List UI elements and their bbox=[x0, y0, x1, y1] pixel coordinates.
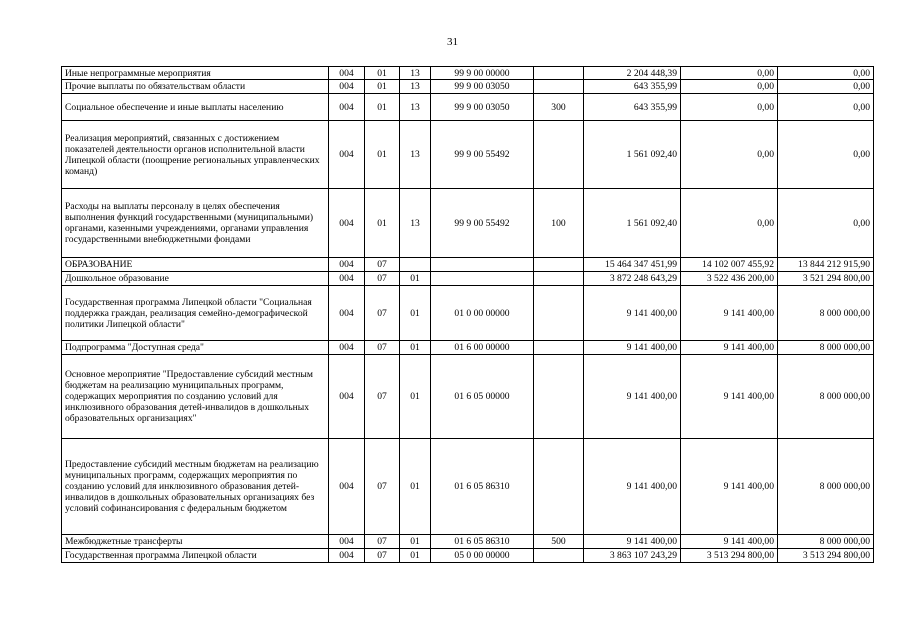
expense-type-code bbox=[534, 67, 584, 80]
grbs-code: 004 bbox=[329, 535, 365, 549]
amount-year-3: 0,00 bbox=[778, 189, 874, 258]
amount-year-3: 8 000 000,00 bbox=[778, 286, 874, 341]
amount-year-1: 3 872 248 643,29 bbox=[584, 272, 681, 286]
row-name: Дошкольное образование bbox=[62, 272, 329, 286]
target-item-code: 01 6 00 00000 bbox=[431, 341, 534, 355]
amount-year-2: 3 522 436 200,00 bbox=[681, 272, 778, 286]
target-item-code: 99 9 00 55492 bbox=[431, 121, 534, 189]
row-name: Предоставление субсидий местным бюджетам на реализацию муниципальных программ, содержащих мероприятия по созданию условий для инклюзивного образования детей-инвалидов в дошкольных образовательных организациях без условий софинансирования с федеральным бюджетом bbox=[62, 439, 329, 535]
expense-type-code bbox=[534, 355, 584, 439]
table-row bbox=[62, 121, 874, 189]
amount-year-3: 0,00 bbox=[778, 80, 874, 94]
expense-type-code bbox=[534, 258, 584, 272]
subsection-code: 13 bbox=[400, 189, 431, 258]
row-name: Прочие выплаты по обязательствам области bbox=[62, 80, 329, 94]
table-row bbox=[62, 80, 874, 94]
grbs-code: 004 bbox=[329, 341, 365, 355]
expense-type-code: 300 bbox=[534, 94, 584, 121]
amount-year-2: 9 141 400,00 bbox=[681, 355, 778, 439]
amount-year-1: 643 355,99 bbox=[584, 94, 681, 121]
subsection-code: 01 bbox=[400, 355, 431, 439]
amount-year-2: 14 102 007 455,92 bbox=[681, 258, 778, 272]
amount-year-3: 8 000 000,00 bbox=[778, 535, 874, 549]
amount-year-3: 8 000 000,00 bbox=[778, 341, 874, 355]
target-item-code: 01 6 05 86310 bbox=[431, 439, 534, 535]
section-code: 07 bbox=[365, 286, 400, 341]
grbs-code: 004 bbox=[329, 189, 365, 258]
subsection-code: 01 bbox=[400, 549, 431, 563]
section-code: 07 bbox=[365, 272, 400, 286]
subsection-code: 01 bbox=[400, 286, 431, 341]
section-code: 07 bbox=[365, 535, 400, 549]
amount-year-3: 8 000 000,00 bbox=[778, 439, 874, 535]
row-name: Реализация мероприятий, связанных с достижением показателей деятельности органов исполнительной власти Липецкой области (поощрение региональных управленческих команд) bbox=[62, 121, 329, 189]
row-name: Межбюджетные трансферты bbox=[62, 535, 329, 549]
target-item-code: 99 9 00 55492 bbox=[431, 189, 534, 258]
table-row bbox=[62, 67, 874, 80]
grbs-code: 004 bbox=[329, 286, 365, 341]
table-row bbox=[62, 439, 874, 535]
amount-year-3: 3 513 294 800,00 bbox=[778, 549, 874, 563]
section-code: 07 bbox=[365, 439, 400, 535]
table-row bbox=[62, 272, 874, 286]
amount-year-1: 9 141 400,00 bbox=[584, 355, 681, 439]
section-code: 01 bbox=[365, 94, 400, 121]
row-name: Государственная программа Липецкой области "Социальная поддержка граждан, реализация семейно-демографической политики Липецкой области" bbox=[62, 286, 329, 341]
subsection-code: 01 bbox=[400, 439, 431, 535]
expense-type-code bbox=[534, 286, 584, 341]
amount-year-2: 9 141 400,00 bbox=[681, 439, 778, 535]
section-code: 01 bbox=[365, 121, 400, 189]
amount-year-1: 2 204 448,39 bbox=[584, 67, 681, 80]
amount-year-2: 0,00 bbox=[681, 80, 778, 94]
amount-year-1: 1 561 092,40 bbox=[584, 121, 681, 189]
subsection-code: 01 bbox=[400, 341, 431, 355]
amount-year-1: 9 141 400,00 bbox=[584, 535, 681, 549]
expense-type-code bbox=[534, 80, 584, 94]
row-name: Государственная программа Липецкой области bbox=[62, 549, 329, 563]
amount-year-3: 0,00 bbox=[778, 94, 874, 121]
section-code: 01 bbox=[365, 80, 400, 94]
page-number: 31 bbox=[447, 36, 458, 48]
amount-year-2: 9 141 400,00 bbox=[681, 286, 778, 341]
section-code: 07 bbox=[365, 341, 400, 355]
table-row bbox=[62, 258, 874, 272]
grbs-code: 004 bbox=[329, 439, 365, 535]
amount-year-3: 3 521 294 800,00 bbox=[778, 272, 874, 286]
amount-year-2: 0,00 bbox=[681, 94, 778, 121]
grbs-code: 004 bbox=[329, 258, 365, 272]
target-item-code bbox=[431, 272, 534, 286]
amount-year-1: 9 141 400,00 bbox=[584, 286, 681, 341]
table-row bbox=[62, 94, 874, 121]
subsection-code: 13 bbox=[400, 121, 431, 189]
grbs-code: 004 bbox=[329, 272, 365, 286]
grbs-code: 004 bbox=[329, 121, 365, 189]
expense-type-code bbox=[534, 341, 584, 355]
subsection-code bbox=[400, 258, 431, 272]
amount-year-3: 0,00 bbox=[778, 121, 874, 189]
table-row bbox=[62, 189, 874, 258]
subsection-code: 01 bbox=[400, 535, 431, 549]
subsection-code: 13 bbox=[400, 94, 431, 121]
amount-year-2: 9 141 400,00 bbox=[681, 535, 778, 549]
target-item-code: 01 6 05 86310 bbox=[431, 535, 534, 549]
target-item-code: 99 9 00 03050 bbox=[431, 94, 534, 121]
section-code: 07 bbox=[365, 258, 400, 272]
amount-year-1: 15 464 347 451,99 bbox=[584, 258, 681, 272]
table-row bbox=[62, 535, 874, 549]
amount-year-1: 3 863 107 243,29 bbox=[584, 549, 681, 563]
subsection-code: 13 bbox=[400, 80, 431, 94]
amount-year-2: 0,00 bbox=[681, 121, 778, 189]
amount-year-2: 3 513 294 800,00 bbox=[681, 549, 778, 563]
row-name: Иные непрограммные мероприятия bbox=[62, 67, 329, 80]
row-name: Расходы на выплаты персоналу в целях обеспечения выполнения функций государственными (муниципальными) органами, казенными учреждениями, органами управления государственными внебюджетными фондами bbox=[62, 189, 329, 258]
expense-type-code bbox=[534, 439, 584, 535]
target-item-code: 01 0 00 00000 bbox=[431, 286, 534, 341]
amount-year-3: 0,00 bbox=[778, 67, 874, 80]
expense-type-code: 100 bbox=[534, 189, 584, 258]
target-item-code: 99 9 00 03050 bbox=[431, 80, 534, 94]
target-item-code bbox=[431, 258, 534, 272]
expense-type-code bbox=[534, 272, 584, 286]
amount-year-2: 0,00 bbox=[681, 189, 778, 258]
expense-type-code: 500 bbox=[534, 535, 584, 549]
table-row bbox=[62, 549, 874, 563]
amount-year-2: 9 141 400,00 bbox=[681, 341, 778, 355]
amount-year-1: 1 561 092,40 bbox=[584, 189, 681, 258]
subsection-code: 01 bbox=[400, 272, 431, 286]
section-code: 01 bbox=[365, 189, 400, 258]
amount-year-2: 0,00 bbox=[681, 67, 778, 80]
table-row bbox=[62, 286, 874, 341]
target-item-code: 99 9 00 00000 bbox=[431, 67, 534, 80]
amount-year-3: 8 000 000,00 bbox=[778, 355, 874, 439]
grbs-code: 004 bbox=[329, 549, 365, 563]
row-name: Основное мероприятие "Предоставление субсидий местным бюджетам на реализацию муниципальных программ, содержащих мероприятия по созданию условий для инклюзивного образования детей-инвалидов в дошкольных образовательных организациях" bbox=[62, 355, 329, 439]
section-code: 07 bbox=[365, 549, 400, 563]
grbs-code: 004 bbox=[329, 94, 365, 121]
expense-type-code bbox=[534, 549, 584, 563]
row-name: Подпрограмма "Доступная среда" bbox=[62, 341, 329, 355]
grbs-code: 004 bbox=[329, 67, 365, 80]
table-row bbox=[62, 341, 874, 355]
grbs-code: 004 bbox=[329, 80, 365, 94]
amount-year-3: 13 844 212 915,90 bbox=[778, 258, 874, 272]
table-row bbox=[62, 355, 874, 439]
expense-type-code bbox=[534, 121, 584, 189]
target-item-code: 05 0 00 00000 bbox=[431, 549, 534, 563]
section-code: 01 bbox=[365, 67, 400, 80]
subsection-code: 13 bbox=[400, 67, 431, 80]
grbs-code: 004 bbox=[329, 355, 365, 439]
amount-year-1: 643 355,99 bbox=[584, 80, 681, 94]
budget-table bbox=[61, 66, 874, 563]
amount-year-1: 9 141 400,00 bbox=[584, 341, 681, 355]
section-code: 07 bbox=[365, 355, 400, 439]
amount-year-1: 9 141 400,00 bbox=[584, 439, 681, 535]
row-name: ОБРАЗОВАНИЕ bbox=[62, 258, 329, 272]
target-item-code: 01 6 05 00000 bbox=[431, 355, 534, 439]
row-name: Социальное обеспечение и иные выплаты населению bbox=[62, 94, 329, 121]
